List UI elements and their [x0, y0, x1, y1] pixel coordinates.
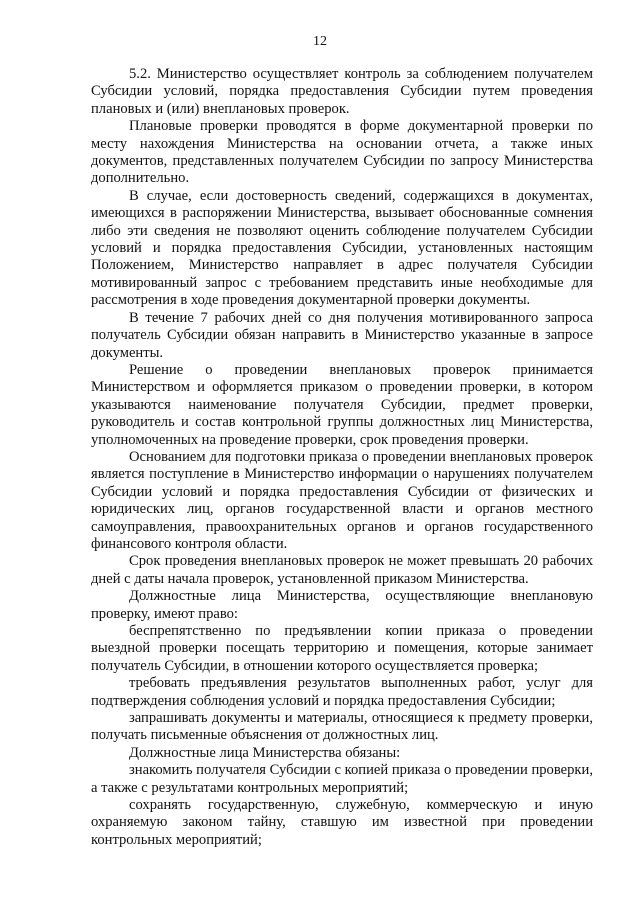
- paragraph-officials-duties: Должностные лица Министерства обязаны:: [129, 744, 401, 761]
- paragraph-right-access: беспрепятственно по предъявлении копии приказа о проведении выездной проверки посещать территорию и помещения, которые занимает получатель Субсидии, в отношении которого осуществляется проверка;: [91, 623, 593, 674]
- paragraph-right-demand-results: требовать предъявления результатов выполненных работ, услуг для подтверждения соблюдения условий и порядка предоставления Субсидии;: [91, 675, 593, 709]
- paragraph-duty-inform: знакомить получателя Субсидии с копией приказа о проведении проверки, а также с результатами контрольных мероприятий;: [91, 762, 593, 796]
- paragraph-planned-inspections: Плановые проверки проводятся в форме документарной проверки по месту нахождения Министерства на основании отчета, а также иных документов, представленных получателем Субсидии по запросу Министерства дополнительно.: [91, 118, 593, 187]
- paragraph-duty-confidentiality: сохранять государственную, служебную, коммерческую и иную охраняемую законом тайну, ставшую им известной при проведении контрольных мероприятий;: [91, 797, 593, 848]
- document-body: [91, 66, 593, 849]
- paragraph-officials-rights: Должностные лица Министерства, осуществляющие внеплановую проверку, имеют право:: [91, 588, 593, 622]
- paragraph-unplanned-decision: Решение о проведении внеплановых проверок принимается Министерством и оформляется приказом о проведении проверки, в котором указываются наименование получателя Субсидии, предмет проверки, руководитель и состав контрольной группы должностных лиц Министерства, уполномоченных на проведение проверки, срок проведения проверки.: [91, 361, 593, 448]
- page-number: 12: [313, 34, 327, 49]
- paragraph-control-clause: 5.2. Министерство осуществляет контроль за соблюдением получателем Субсидии условий, порядка предоставления Субсидии путем проведения плановых и (или) внеплановых проверок.: [91, 66, 593, 117]
- paragraph-reliability-doubts: В случае, если достоверность сведений, содержащихся в документах, имеющихся в распоряжении Министерства, вызывает обоснованные сомнения либо эти сведения не позволяют оценить соблюдение получателем Субсидии условий и порядка предоставления Субсидии, установленных настоящим Положением, Министерство направляет в адрес получателя Субсидии мотивированный запрос с требованием представить иные необходимые для рассмотрения в ходе проведения документарной проверки документы.: [91, 187, 593, 309]
- paragraph-grounds-for-order: Основанием для подготовки приказа о проведении внеплановых проверок является поступление в Министерство информации о нарушениях получателем Субсидии условий и порядка предоставления Субсидии от физических и юридических лиц, органов государственной власти и органов местного самоуправления, правоохранительных органов и органов государственного финансового контроля области.: [91, 448, 593, 552]
- paragraph-right-request-documents: запрашивать документы и материалы, относящиеся к предмету проверки, получать письменные объяснения от должностных лиц.: [91, 710, 593, 744]
- paragraph-response-deadline: В течение 7 рабочих дней со дня получения мотивированного запроса получатель Субсидии обязан направить в Министерство указанные в запросе документы.: [91, 309, 593, 361]
- paragraph-inspection-duration: Срок проведения внеплановых проверок не может превышать 20 рабочих дней с даты начала проверок, установленной приказом Министерства.: [91, 553, 593, 587]
